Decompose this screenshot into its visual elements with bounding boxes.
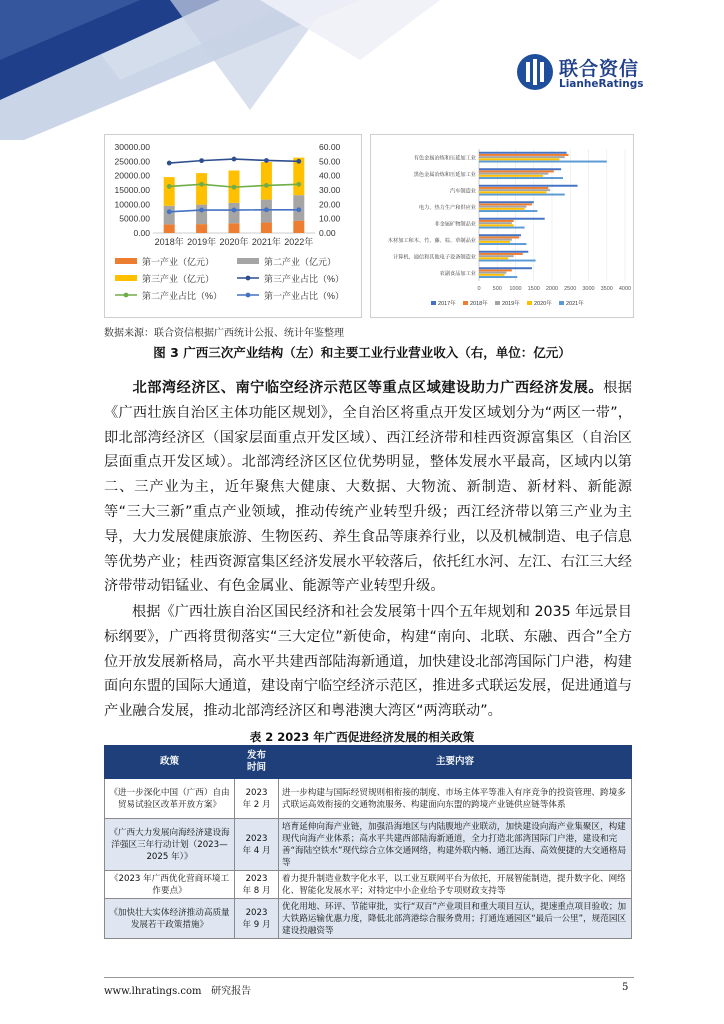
x-tick-label: 500 xyxy=(492,286,502,292)
legend-label: 第三产业占比（%） xyxy=(264,274,345,284)
x-tick-label: 2020年 xyxy=(219,237,249,247)
industry-structure-chart-svg xyxy=(105,135,361,317)
y-right-tick-label: 20.00 xyxy=(319,199,341,210)
y-tick-label: 黑色金属冶炼和压延加工业 xyxy=(413,171,476,178)
figure-caption: 图 3 广西三次产业结构（左）和主要工业行业营业收入（右，单位：亿元） xyxy=(153,345,571,360)
bar xyxy=(479,241,510,243)
y-tick-label: 汽车制造业 xyxy=(450,188,476,195)
legend-swatch-marker xyxy=(246,293,251,298)
industry-revenue-chart-svg xyxy=(371,135,633,317)
legend-swatch xyxy=(559,301,564,305)
policy-content: 着力提升制造业数字化水平，以工业互联网平台为依托，开展智能制造，提升数字化、网络化、智能化发展水平；对特定中小企业给予专项财政支持等 xyxy=(279,871,632,899)
brand-logo xyxy=(517,54,677,94)
bar-segment xyxy=(164,177,175,206)
bar xyxy=(479,210,537,212)
bar xyxy=(479,218,545,220)
legend-swatch xyxy=(495,301,500,305)
series-point xyxy=(199,158,204,163)
policy-date: 2023 年 4 月 xyxy=(235,819,279,871)
y-right-tick-label: 60.00 xyxy=(319,142,341,152)
header-policy: 政策 xyxy=(105,746,235,779)
bar-segment xyxy=(229,203,240,223)
bar xyxy=(479,156,565,158)
series-point xyxy=(167,209,172,214)
y-left-tick-label: 5000.00 xyxy=(119,213,150,224)
bar xyxy=(479,161,607,163)
bar xyxy=(479,175,543,177)
x-tick-label: 2021年 xyxy=(251,237,281,247)
x-tick-label: 2000 xyxy=(545,286,559,292)
bar xyxy=(479,236,519,238)
series-point xyxy=(167,184,172,189)
legend-swatch xyxy=(527,301,532,305)
industry-revenue-chart xyxy=(370,134,634,318)
bar xyxy=(479,220,514,222)
legend-label: 2021年 xyxy=(566,301,584,307)
policy-name: 《广西大力发展向海经济建设海洋强区三年行动计划（2023—2025 年）》 xyxy=(105,819,235,871)
bar-segment xyxy=(261,162,272,200)
bar xyxy=(479,203,532,205)
bar xyxy=(479,158,559,160)
bar xyxy=(479,224,514,226)
y-left-tick-label: 0.00 xyxy=(133,228,150,238)
footer-site: www.lhratings.com xyxy=(104,986,202,997)
y-tick-label: 非金属矿物制品业 xyxy=(434,221,476,228)
legend-swatch xyxy=(115,275,137,281)
bar xyxy=(479,152,567,154)
bar xyxy=(479,253,523,255)
bar-segment xyxy=(196,173,207,205)
bar xyxy=(479,255,514,257)
policy-date: 2023 年 2 月 xyxy=(235,779,279,819)
table-row xyxy=(105,779,632,819)
legend-label: 第三产业（亿元） xyxy=(142,274,215,284)
series-point xyxy=(232,157,237,162)
series-point xyxy=(296,207,301,212)
policy-name: 《进一步深化中国（广西）自由贸易试验区改革开放方案》 xyxy=(105,779,235,819)
bar xyxy=(479,194,565,196)
bar xyxy=(479,239,512,241)
policy-date: 2023 年 9 月 xyxy=(235,899,279,939)
bar-segment xyxy=(229,223,240,233)
legend-swatch-marker xyxy=(246,276,251,281)
x-tick-label: 2500 xyxy=(564,286,577,292)
bar xyxy=(479,170,554,172)
series-point xyxy=(232,208,237,213)
y-right-tick-label: 40.00 xyxy=(319,170,341,181)
bar-segment xyxy=(196,224,207,233)
bar xyxy=(479,267,532,269)
policy-name: 《加快壮大实体经济推动高质量发展若干政策措施》 xyxy=(105,899,235,939)
table-caption: 表 2 2023 年广西促进经济发展的相关政策 xyxy=(249,730,475,744)
y-right-tick-label: 0.00 xyxy=(319,228,336,238)
legend-label: 第一产业占比（%） xyxy=(264,291,345,301)
bar xyxy=(479,274,505,276)
x-tick-label: 3000 xyxy=(582,286,595,292)
footer-label: 研究报告 xyxy=(211,986,252,997)
legend-label: 2017年 xyxy=(438,301,456,307)
policy-table xyxy=(104,745,632,939)
y-right-tick-label: 10.00 xyxy=(319,213,341,224)
bar xyxy=(479,260,536,262)
y-left-tick-label: 25000.00 xyxy=(114,156,150,167)
legend-label: 2019年 xyxy=(502,301,520,307)
series-point xyxy=(296,182,301,187)
bar xyxy=(479,154,568,156)
y-tick-label: 木材加工和木、竹、藤、棕、草制品业 xyxy=(387,237,476,244)
x-tick-label: 1000 xyxy=(509,286,522,292)
bar xyxy=(479,173,548,175)
series-point xyxy=(167,161,172,166)
header-date: 发布 时间 xyxy=(235,746,279,779)
series-point xyxy=(199,182,204,187)
bar xyxy=(479,201,534,203)
source-note: 数据来源：联合资信根据广西统计公报、统计年鉴整理 xyxy=(104,328,344,339)
industry-structure-chart xyxy=(104,134,362,318)
bar xyxy=(479,276,517,278)
legend-label: 2020年 xyxy=(534,301,552,307)
y-tick-label: 计算机、通信和其他电子设备制造业 xyxy=(392,254,476,261)
bar-segment xyxy=(293,221,304,233)
legend-swatch xyxy=(431,301,436,305)
bar-segment xyxy=(164,206,175,225)
y-left-tick-label: 10000.00 xyxy=(114,199,150,210)
footer-divider xyxy=(104,977,634,978)
policy-content: 培育延伸向海产业链，加强沿海地区与内陆腹地产业联动，加快建设向海产业集聚区，构建现代向海产业体系；高水平共建西部陆海新通道，全力打造北部湾国际门户港，建设和完善“海陆空铁水”现代综合立体交通网络，构建外联内畅、通江达海、高效便捷的大交通格局等 xyxy=(279,819,632,871)
legend-swatch-marker xyxy=(124,293,129,298)
y-left-tick-label: 30000.00 xyxy=(114,142,150,152)
bar xyxy=(479,187,548,189)
bar xyxy=(479,227,525,229)
logo-text-cn: 联合资信 xyxy=(559,58,640,80)
policy-name: 《2023 年广西优化营商环境工作要点》 xyxy=(105,871,235,899)
table-header-row xyxy=(105,746,632,779)
x-tick-label: 4000 xyxy=(618,286,632,292)
y-left-tick-label: 15000.00 xyxy=(114,185,150,195)
y-tick-label: 有色金属冶炼和压延加工业 xyxy=(413,155,476,162)
legend-label: 第二产业（亿元） xyxy=(264,257,337,267)
policy-content: 进一步构建与国际经贸规则相衔接的制度、市场主体平等准入有序竞争的投资管理、跨境多式联运高效衔接的交通物流服务、构建面向东盟的跨境产业链供应链等体系 xyxy=(279,779,632,819)
table-row xyxy=(105,819,632,871)
bar-segment xyxy=(196,205,207,224)
paragraph-regions xyxy=(104,376,632,599)
bar xyxy=(479,168,561,170)
bar xyxy=(479,234,521,236)
bar xyxy=(479,222,512,224)
x-tick-label: 3500 xyxy=(600,286,613,292)
paragraph-plan-text: 根据《广西壮族自治区国民经济和社会发展第十四个五年规划和 2035 年远景目标纲要》，广西将贯彻落实“三大定位”新使命，构建“南向、北联、东融、西合”全方位开放发展新格局，高水平共建西部陆海新通道，加快建设北部湾国际门户港，构建面向东盟的国际大通道，建设南宁临空经济示范区，推进多式联运发展，促进通道与产业融合发展，推动北部湾经济区和粤港澳大湾区“两湾联动”。 xyxy=(104,604,632,720)
legend-label: 第一产业（亿元） xyxy=(142,257,215,267)
y-right-tick-label: 30.00 xyxy=(319,185,341,195)
bar xyxy=(479,243,526,245)
series-point xyxy=(264,158,269,163)
legend-swatch xyxy=(237,258,259,264)
bar xyxy=(479,251,528,253)
x-tick-label: 0 xyxy=(477,286,481,292)
x-tick-label: 1500 xyxy=(527,286,540,292)
header-content: 主要内容 xyxy=(279,746,632,779)
table-row xyxy=(105,899,632,939)
bar xyxy=(479,208,525,210)
bar xyxy=(479,185,578,187)
y-tick-label: 电力、热力生产和供应业 xyxy=(418,204,476,211)
table-row xyxy=(105,871,632,899)
logo-text-en: LianheRatings xyxy=(559,78,644,90)
series-point xyxy=(232,185,237,190)
legend-swatch xyxy=(115,258,137,264)
legend-swatch xyxy=(463,301,468,305)
bar-segment xyxy=(164,224,175,233)
x-tick-label: 2019年 xyxy=(187,237,217,247)
logo-mark-icon xyxy=(517,54,553,90)
series-point xyxy=(264,183,269,188)
footer-left xyxy=(104,982,251,997)
policy-content: 优化用地、环评、节能审批，实行“双百”产业项目和重大项目互认，提速重点项目验收；加大铁路运输优惠力度，降低北部湾港综合服务费用；打通连通园区“最后一公里”，规范园区建设投融资等 xyxy=(279,899,632,939)
bar xyxy=(479,257,508,259)
y-right-tick-label: 50.00 xyxy=(319,156,341,167)
paragraph-body: 根据《广西壮族自治区主体功能区规划》，全自治区将重点开发区域划分为“两区一带”，即北部湾经济区（国家层面重点开发区域）、西江经济带和桂西资源富集区（自治区层面重点开发区域）。北部湾经济区区位优势明显，整体发展水平最高，区域内以第二、三产业为主，近年聚焦大健康、大数据、大物流、新制造、新材料、新能源等“三大三新”重点产业领域，推动传统产业转型升级；西江经济带以第三产业为主导，大力发展健康旅游、生物医药、养生食品等康养行业，以及机械制造、电子信息等优势产业；桂西资源富集区经济发展水平较落后，依托红水河、左江、右江三大经济带带动铝锰业、有色金属业、能源等产业转型升级。 xyxy=(104,380,632,595)
x-tick-label: 2022年 xyxy=(284,237,314,247)
bar-segment xyxy=(261,223,272,233)
legend-label: 第二产业占比（%） xyxy=(142,291,223,301)
bar xyxy=(479,189,550,191)
series-point xyxy=(264,207,269,212)
bar xyxy=(479,206,526,208)
paragraph-lead: 北部湾经济区、南宁临空经济示范区等重点区域建设助力广西经济发展。 xyxy=(132,380,604,396)
paragraph-plan xyxy=(104,600,632,724)
bar xyxy=(479,272,506,274)
series-point xyxy=(199,208,204,213)
y-tick-label: 农副食品加工业 xyxy=(439,270,476,277)
series-point xyxy=(296,159,301,164)
y-left-tick-label: 20000.00 xyxy=(114,170,150,181)
bar xyxy=(479,269,512,271)
page-number: 5 xyxy=(622,982,629,993)
legend-label: 2018年 xyxy=(470,301,488,307)
bar xyxy=(479,191,547,193)
policy-date: 2023 年 8 月 xyxy=(235,871,279,899)
x-tick-label: 2018年 xyxy=(154,237,184,247)
bar xyxy=(479,177,563,179)
